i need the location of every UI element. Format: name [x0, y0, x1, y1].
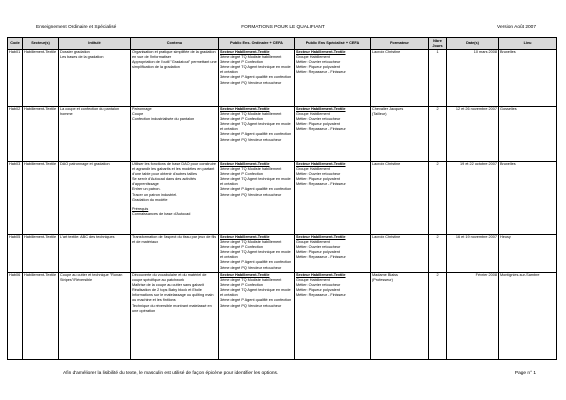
version-label: Version Août 2007 — [497, 25, 536, 30]
lieu-text: Heusy — [500, 235, 511, 239]
page-number: Page n° 1 — [514, 371, 536, 376]
dates-text: 19 et 22 octobre 2007 — [460, 162, 497, 166]
contenu-line: Gradation du modèle — [132, 197, 168, 202]
intitule-cell — [59, 50, 131, 107]
secteur-cell — [23, 235, 59, 273]
public-specialise-line: Métier: Ouvrier retoucheur — [296, 245, 341, 250]
dates-cell — [447, 162, 499, 235]
lieu-cell — [499, 273, 557, 360]
public-ordinaire-line: 3ème degré TQ Modiste habillement — [220, 240, 282, 245]
public-ordinaire-title: Secteur Habillement-Textile — [220, 50, 270, 54]
intitule-line: Dossier gradation — [60, 50, 90, 54]
dates-text: 12 et 26 novembre 2007 — [455, 107, 497, 111]
secteur-cell — [23, 273, 59, 360]
public-ordinaire-line: 3ème degré P Agent qualifié en confection — [220, 132, 292, 137]
secteur-text: Habillement-Textile — [24, 273, 57, 277]
dates-cell — [447, 50, 499, 107]
lieu-text: Montignies-sur-Sambre — [500, 273, 540, 277]
public-ordinaire-line: 3ème degré TQ Modiste habillement — [220, 112, 282, 117]
jours-cell — [429, 162, 447, 235]
public-ordinaire-line: 3ème degré TQ Agent technique en mode et création — [220, 65, 291, 75]
public-specialise-line: Groupe Habillement — [296, 55, 330, 60]
code-text: Hab03 — [9, 162, 21, 166]
secteur-cell — [23, 107, 59, 162]
public-ordinaire-line: 3ème degré TQ Modiste habillement — [220, 167, 282, 172]
public-ordinaire-line: 3ème degré P Confection — [220, 283, 263, 288]
lieu-text: Bruxelles — [500, 162, 516, 166]
secteur-cell — [23, 162, 59, 235]
public-specialise-title: Secteur Habillement-Textile — [296, 273, 346, 277]
public-ordinaire-cell — [219, 50, 295, 107]
secteur-text: Habillement-Textile — [24, 162, 57, 166]
dates-text: 16 et 19 novembre 2007 — [455, 235, 497, 239]
public-ordinaire-line: 3ème degré P Confection — [220, 117, 263, 122]
lieu-cell — [499, 50, 557, 107]
public-ordinaire-line: 3ème degré TQ Modiste habillement — [220, 278, 282, 283]
public-specialise-line: Métier: Piqueur polyvalent — [296, 250, 340, 255]
public-specialise-line: Métier: Ouvrier retoucheur — [296, 60, 341, 65]
contenu-line: Patronnage — [132, 107, 152, 111]
public-specialise-line: Métier: Piqueur polyvalent — [296, 288, 340, 293]
formateur-cell — [371, 50, 429, 107]
public-specialise-line: Métier: Repasseur - Finisseur — [296, 293, 346, 298]
formateur-line: Lacroix Christine — [372, 50, 401, 54]
public-specialise-line: Métier: Repasseur - Finisseur — [296, 255, 346, 260]
contenu-line: Tracer un patron industriel. — [132, 192, 178, 197]
public-ordinaire-line: 3ème degré P Agent qualifié en confection — [220, 75, 292, 80]
page-title: FORMATIONS POUR LE QUALIFIANT — [241, 25, 325, 30]
prerequis-title: Prérequis — [132, 206, 149, 211]
jours-cell — [429, 235, 447, 273]
public-specialise-line: Métier: Piqueur polyvalent — [296, 65, 340, 70]
contenu-cell — [131, 107, 219, 162]
secteur-cell — [23, 50, 59, 107]
column-header-lieu: Lieu — [499, 38, 557, 50]
public-ordinaire-line: 3ème degré TQ Agent technique en mode et création — [220, 122, 291, 132]
code-text: Hab01 — [9, 50, 21, 54]
public-ordinaire-cell — [219, 273, 295, 360]
code-text: Hab06 — [9, 273, 21, 277]
code-cell — [8, 107, 23, 162]
public-specialise-line: Groupe Habillement — [296, 278, 330, 283]
lieu-cell — [499, 162, 557, 235]
formations-table — [7, 37, 557, 360]
formateur-cell — [371, 107, 429, 162]
intitule-cell — [59, 162, 131, 235]
public-ordinaire-cell — [219, 235, 295, 273]
public-specialise-line: Métier: Piqueur polyvalent — [296, 122, 340, 127]
public-specialise-title: Secteur Habillement-Textile — [296, 50, 346, 54]
jours-cell — [429, 107, 447, 162]
public-ordinaire-line: 3ème degré P Confection — [220, 245, 263, 250]
secteur-text: Habillement-Textile — [24, 50, 57, 54]
code-text: Hab05 — [9, 235, 21, 239]
public-ordinaire-line: 3ème degré TQ Agent technique en mode et création — [220, 250, 291, 260]
public-specialise-line: Métier: Repasseur - Finisseur — [296, 182, 346, 187]
code-cell — [8, 50, 23, 107]
intitule-cell — [59, 235, 131, 273]
column-header-contenu: Contenu — [131, 38, 219, 50]
jours-text: 2 — [436, 162, 439, 166]
column-header-public-ordinaire: Public Ens. Ordinaire + CEFA — [219, 38, 295, 50]
jours-text: 1 — [436, 50, 439, 54]
public-specialise-line: Métier: Repasseur - Finisseur — [296, 70, 346, 75]
secteur-text: Habillement-Textile — [24, 107, 57, 111]
public-ordinaire-line: 3ème degré P Confection — [220, 60, 263, 65]
contenu-line: Découverte du vocabulaire et du matériel de coupe spécifique au patchwork — [132, 273, 207, 283]
column-header-dates: Date(s) — [447, 38, 499, 50]
formateur-line: Madame Biaiss — [372, 273, 398, 277]
formateur-line: (Tailleur) — [372, 112, 387, 117]
contenu-line: Informations sur le matelassage ou quilting main ou machine et les finitions — [132, 293, 214, 303]
public-ordinaire-line: 3ème degré P Agent qualifié en confection — [220, 260, 292, 265]
secteur-text: Habillement-Textile — [24, 235, 57, 239]
public-specialise-line: Métier: Ouvrier retoucheur — [296, 117, 341, 122]
code-cell — [8, 273, 23, 360]
contenu-line: Utiliser les fonctions de base DAO pour construire et agrandir les gabarits et les modèles en partant d'une table pour obtenir d'autres tailles — [132, 162, 216, 177]
lieu-text: Gosselies — [500, 107, 517, 111]
public-specialise-title: Secteur Habillement-Textile — [296, 235, 346, 239]
contenu-line: Appropriation de l'outil "Gradatout" permettant une simplification de la gradation — [132, 60, 217, 70]
table-row — [8, 107, 557, 162]
contenu-line: Confection industrialisée du pantalon — [132, 117, 195, 122]
formateur-line: Lacroix Christine — [372, 235, 401, 239]
public-ordinaire-line: 3ème degré PQ Vendeur retoucheur — [220, 303, 282, 308]
intitule-cell — [59, 107, 131, 162]
public-ordinaire-cell — [219, 107, 295, 162]
contenu-line: Coupe — [132, 112, 144, 117]
contenu-line: Entrer un patron. — [132, 187, 161, 192]
public-ordinaire-line: 3ème degré P Confection — [220, 172, 263, 177]
intitule-line: DAO patronnage et gradation — [60, 162, 110, 166]
dates-text: 10 mars 2008 — [473, 50, 497, 54]
jours-cell — [429, 50, 447, 107]
table-row — [8, 235, 557, 273]
public-specialise-cell — [295, 107, 371, 162]
column-header-intitule: Intitulé — [59, 38, 131, 50]
lieu-text: Bruxelles — [500, 50, 516, 54]
column-header-jours: Nbre Jours — [429, 38, 447, 50]
contenu-line: Organisation et pratique simplifiée de la gradation en vue de l'informatiser — [132, 50, 216, 60]
dates-text: Février 2008 — [475, 273, 497, 277]
public-ordinaire-line: 3ème degré PQ Vendeur retoucheur — [220, 265, 282, 270]
intitule-line: L'art textile: ABC des techniques — [60, 235, 115, 239]
public-ordinaire-line: 3ème degré P Agent qualifié en confection — [220, 298, 292, 303]
public-ordinaire-line: 3ème degré PQ Vendeur retoucheur — [220, 80, 282, 85]
public-specialise-cell — [295, 50, 371, 107]
contenu-line: Se servir d'Autocad dans des activités d'apprentissage — [132, 177, 197, 187]
public-specialise-line: Métier: Ouvrier retoucheur — [296, 172, 341, 177]
header-left: Enseignement Ordinaire et Spécialisé — [36, 25, 117, 30]
column-header-secteur: Secteur(s) — [23, 38, 59, 50]
public-specialise-line: Métier: Ouvrier retoucheur — [296, 283, 341, 288]
public-ordinaire-line: 3ème degré P Agent qualifié en confection — [220, 187, 292, 192]
code-cell — [8, 162, 23, 235]
formateur-cell — [371, 162, 429, 235]
contenu-line: Réalisation de 2 tops Baby block et Etoile — [132, 288, 202, 293]
public-ordinaire-title: Secteur Habillement-Textile — [220, 107, 270, 111]
contenu-cell — [131, 50, 219, 107]
column-header-formateur: Formateur — [371, 38, 429, 50]
table-row — [8, 50, 557, 107]
code-cell — [8, 235, 23, 273]
public-specialise-title: Secteur Habillement-Textile — [296, 107, 346, 111]
public-ordinaire-line: 3ème degré TQ Agent technique en mode et création — [220, 288, 291, 298]
contenu-cell — [131, 162, 219, 235]
lieu-cell — [499, 235, 557, 273]
public-specialise-line: Groupe Habillement — [296, 240, 330, 245]
contenu-line: Transformation de l'aspect du tissu par jeux de fils et de matériaux — [132, 235, 217, 245]
formateur-line: Chevalier Jacques — [372, 107, 404, 111]
formateur-cell — [371, 235, 429, 273]
intitule-line: Coupe au cutter et technique "Ronan Stripes"/Réversible — [60, 273, 123, 283]
jours-text: 2 — [436, 107, 439, 111]
contenu-cell — [131, 273, 219, 360]
public-ordinaire-title: Secteur Habillement-Textile — [220, 235, 270, 239]
public-ordinaire-line: 3ème degré TQ Agent technique en mode et création — [220, 177, 291, 187]
prerequis-line: Connaissances de base d'Autocad — [132, 211, 191, 216]
public-ordinaire-line: 3ème degré PQ Vendeur retoucheur — [220, 192, 282, 197]
table-row — [8, 162, 557, 235]
public-specialise-cell — [295, 235, 371, 273]
public-specialise-line: Métier: Piqueur polyvalent — [296, 177, 340, 182]
contenu-line: Technique du réversible montrant matelassé en une opération — [132, 303, 212, 313]
public-ordinaire-title: Secteur Habillement-Textile — [220, 162, 270, 166]
intitule-cell — [59, 273, 131, 360]
public-specialise-line: Groupe Habillement — [296, 167, 330, 172]
public-ordinaire-line: 3ème degré PQ Vendeur retoucheur — [220, 137, 282, 142]
jours-cell — [429, 273, 447, 360]
formateur-line: (Professeur) — [372, 278, 393, 283]
footer-note: Afin d'améliorer la lisibilité du texte, le masculin est utilisé de façon épicène pour identifier les options. — [63, 371, 279, 376]
public-ordinaire-cell — [219, 162, 295, 235]
formateur-line: Lacroix Christine — [372, 162, 401, 166]
dates-cell — [447, 273, 499, 360]
code-text: Hab02 — [9, 107, 21, 111]
public-ordinaire-line: 3ème degré TQ Modiste habillement — [220, 55, 282, 60]
public-specialise-line: Métier: Repasseur - Finisseur — [296, 127, 346, 132]
formateur-cell — [371, 273, 429, 360]
jours-text: 2 — [436, 273, 439, 277]
lieu-cell — [499, 107, 557, 162]
public-specialise-cell — [295, 273, 371, 360]
table-row — [8, 273, 557, 360]
dates-cell — [447, 235, 499, 273]
public-ordinaire-title: Secteur Habillement-Textile — [220, 273, 270, 277]
column-header-code: Code — [8, 38, 23, 50]
column-header-public-specialise: Public Ens Spécialisé + CEFA — [295, 38, 371, 50]
intitule-line: Les bases de la gradation — [60, 55, 104, 60]
contenu-line: Maîtrise de la coupe au cutter sans gabarit — [132, 283, 204, 288]
public-specialise-title: Secteur Habillement-Textile — [296, 162, 346, 166]
public-specialise-line: Groupe Habillement — [296, 112, 330, 117]
table-header-row — [8, 38, 557, 50]
public-specialise-cell — [295, 162, 371, 235]
jours-text: 2 — [436, 235, 439, 239]
dates-cell — [447, 107, 499, 162]
contenu-cell — [131, 235, 219, 273]
intitule-line: La coupe et confection du pantalon homme — [60, 107, 120, 117]
